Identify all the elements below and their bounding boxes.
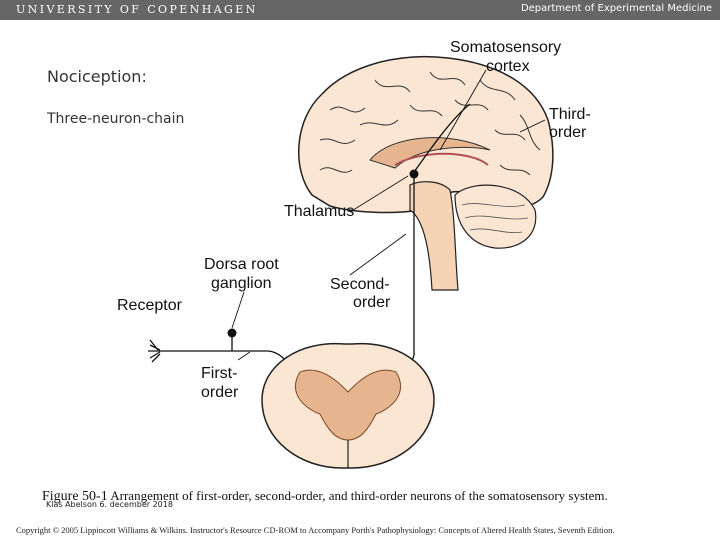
university-name: UNIVERSITY OF COPENHAGEN: [16, 3, 258, 16]
copyright-notice: Copyright © 2005 Lippincott Williams & Wilkins. Instructor's Resource CD-ROM to Accompany Porth's Pathophysiology: Concepts of Altered Health States, Seventh Edition.: [16, 525, 615, 535]
label-third: Third-: [549, 106, 591, 123]
department-name: Department of Experimental Medicine: [520, 3, 712, 14]
label-ganglion: ganglion: [211, 275, 272, 292]
label-thalamus: Thalamus: [284, 203, 355, 220]
label-second-order: order: [353, 294, 391, 311]
figure-caption-label: Figure 50-1: [42, 489, 108, 504]
label-first: First-: [201, 365, 238, 382]
brainstem: [410, 182, 458, 290]
thalamus-cell: [410, 170, 419, 179]
label-cortex: cortex: [486, 58, 530, 75]
label-somatosensory: Somatosensory: [450, 39, 562, 56]
label-second: Second-: [330, 276, 390, 293]
label-first-order: order: [201, 384, 239, 401]
label-dorsa: Dorsa root: [204, 256, 279, 273]
slide-title: Nociception:: [47, 67, 147, 86]
dorsal-root-ganglion-cell: [228, 329, 237, 338]
author-date: Klas Abelson 6. december 2018: [46, 500, 173, 509]
slide-subtitle: Three-neuron-chain: [47, 111, 185, 127]
figure-caption-text: Arrangement of first-order, second-order, and third-order neurons of the somatosensory system.: [110, 488, 608, 503]
label-third-order: order: [549, 124, 587, 141]
label-receptor: Receptor: [117, 297, 182, 314]
